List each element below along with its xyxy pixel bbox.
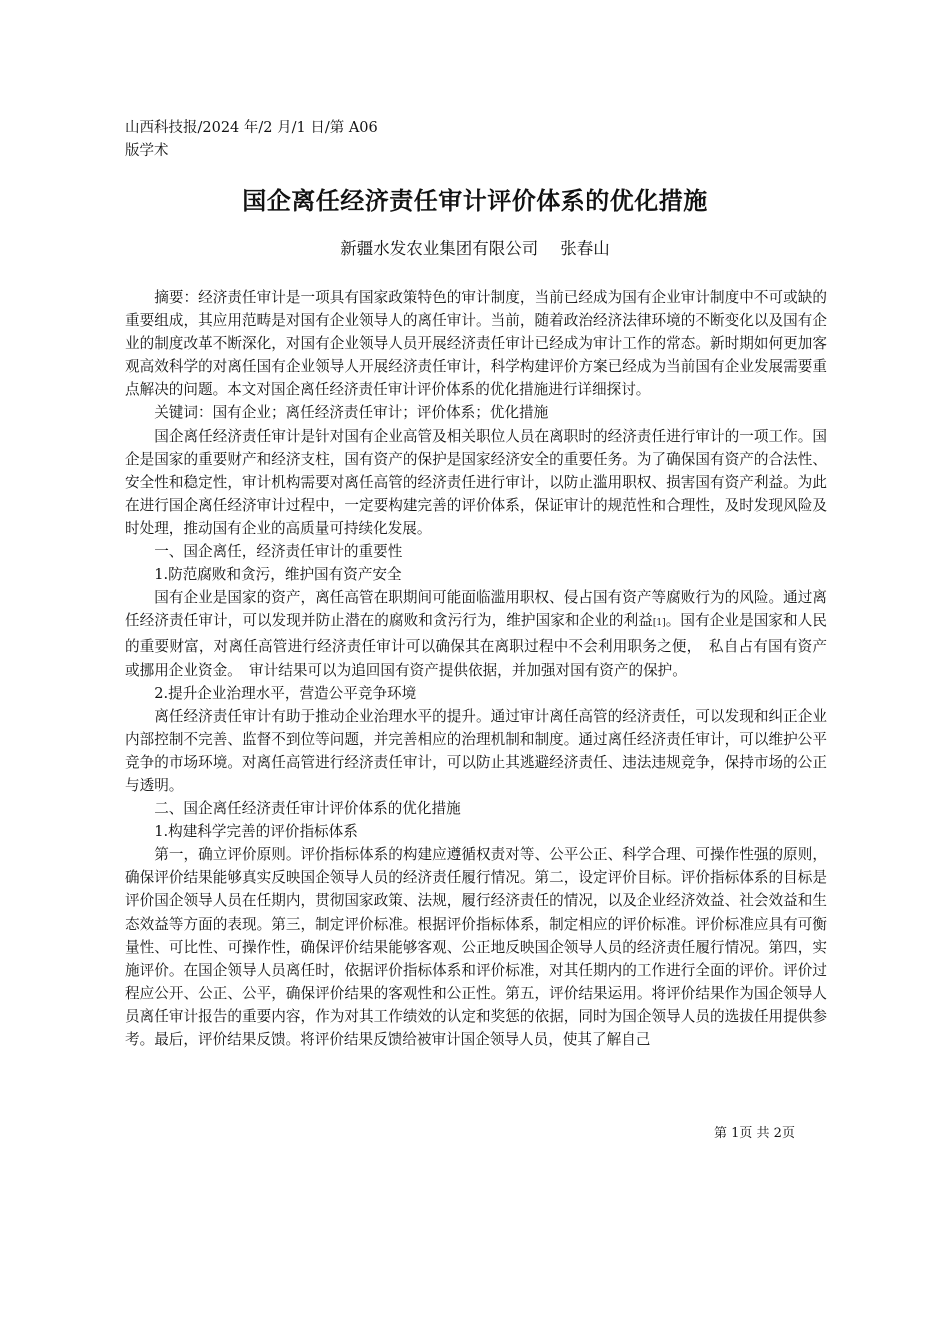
- keywords-paragraph: 关键词：国有企业；离任经济责任审计；评价体系；优化措施: [154, 404, 549, 422]
- abstract-paragraph: 摘要：经济责任审计是一项具有国家政策特色的审计制度，当前已经成为国有企业审计制度中不可或缺的重要组成，其应用范畴是对国有企业领导人的离任审计。当前，随着政治经济法律环境的不断变化以及国有企业的制度改革不断深化，对国有企业领导人员开展经济责任审计已经成为审计工作的常态。新时期如何更加客观高效科学的对离任国有企业领导人开展经济责任审计，科学构建评价方案已经成为当前国有企业发展需要重点解决的问题。本文对国企离任经济责任审计评价体系的优化措施进行详细探讨。: [125, 289, 827, 399]
- intro-paragraph: 国企离任经济责任审计是针对国有企业高管及相关职位人员在离职时的经济责任进行审计的一项工作。国企是国家的重要财产和经济支柱，国有资产的保护是国家经济安全的重要任务。为了确保国有资产的合法性、安全性和稳定性，审计机构需要对离任高管的经济责任进行审计，以防止滥用职权、损害国有资产利益。为此在进行国企离任经济审计过程中，一定要构建完善的评价体系，保证审计的规范性和合理性，及时发现风险及时处理，推动国有企业的高质量可持续化发展。: [125, 427, 827, 537]
- subsection-3-heading: 1.构建科学完善的评价指标体系: [154, 823, 358, 841]
- source-line-1: 山西科技报/2024 年/2 月/1 日/第 A06: [125, 120, 378, 136]
- subsection-1-text-b: 。国有企业是国家和人民的重要财富，对离任高管进行经济责任审计可以确保其在离职过程中不会利用职务之便， 私自占有国有资产或挪用企业资金。 审计结果可以为追回国有资产提供依据，并加强对国有资产的保护。: [125, 612, 827, 679]
- source-line-2: 版学术: [125, 143, 169, 159]
- article-title: 国企离任经济责任审计评价体系的优化措施: [242, 187, 708, 215]
- subsection-3-paragraph: 第一，确立评价原则。评价指标体系的构建应遵循权责对等、公平公正、科学合理、可操作性强的原则，确保评价结果能够真实反映国企领导人员的经济责任履行情况。第二，设定评价目标。评价指标体系的目标是评价国企领导人员在任期内，贯彻国家政策、法规，履行经济责任的情况，以及企业经济效益、社会效益和生态效益等方面的表现。第三，制定评价标准。根据评价指标体系，制定相应的评价标准。评价标准应具有可衡量性、可比性、可操作性，确保评价结果能够客观、公正地反映国企领导人员的经济责任履行情况。第四，实施评价。在国企领导人员离任时，依据评价指标体系和评价标准，对其任期内的工作进行全面的评价。评价过程应公开、公正、公平，确保评价结果的客观性和公正性。第五，评价结果运用。将评价结果作为国企领导人员离任审计报告的重要内容，作为对其工作绩效的认定和奖惩的依据，同时为国企领导人员的选拔任用提供参考。最后，评价结果反馈。将评价结果反馈给被审计国企领导人员，使其了解自己: [125, 846, 827, 1048]
- subsection-1-heading: 1.防范腐败和贪污，维护国有资产安全: [154, 566, 402, 584]
- section-1-heading: 一、国企离任，经济责任审计的重要性: [154, 543, 403, 561]
- subsection-1-paragraph: [125, 586, 827, 681]
- source-info: [125, 117, 425, 163]
- subsection-2-paragraph: 离任经济责任审计有助于推动企业治理水平的提升。通过审计离任高管的经济责任，可以发现和纠正企业内部控制不完善、监督不到位等问题，并完善相应的治理机制和制度。通过离任经济责任审计，可以维护公平竞争的市场环境。对离任高管进行经济责任审计，可以防止其逃避经济责任、违法违规竞争，保持市场的公正与透明。: [125, 707, 827, 794]
- subsection-1-text-a: 国有企业是国家的资产，离任高管在职期间可能面临滥用职权、侵占国有资产等腐败行为的风险。通过离任经济责任审计，可以发现并防止潜在的腐败和贪污行为，维护国家和企业的利益: [125, 589, 827, 630]
- article-body: [125, 286, 827, 1051]
- author-line: [0, 236, 950, 262]
- author-name: 张春山: [560, 239, 610, 258]
- citation-ref: [1]: [652, 618, 666, 629]
- page-number: 第 1页 共 2页: [714, 1126, 795, 1141]
- section-2-heading: 二、国企离任经济责任审计评价体系的优化措施: [154, 800, 461, 818]
- author-affiliation: 新疆水发农业集团有限公司: [340, 239, 539, 258]
- subsection-2-heading: 2.提升企业治理水平，营造公平竞争环境: [154, 684, 417, 702]
